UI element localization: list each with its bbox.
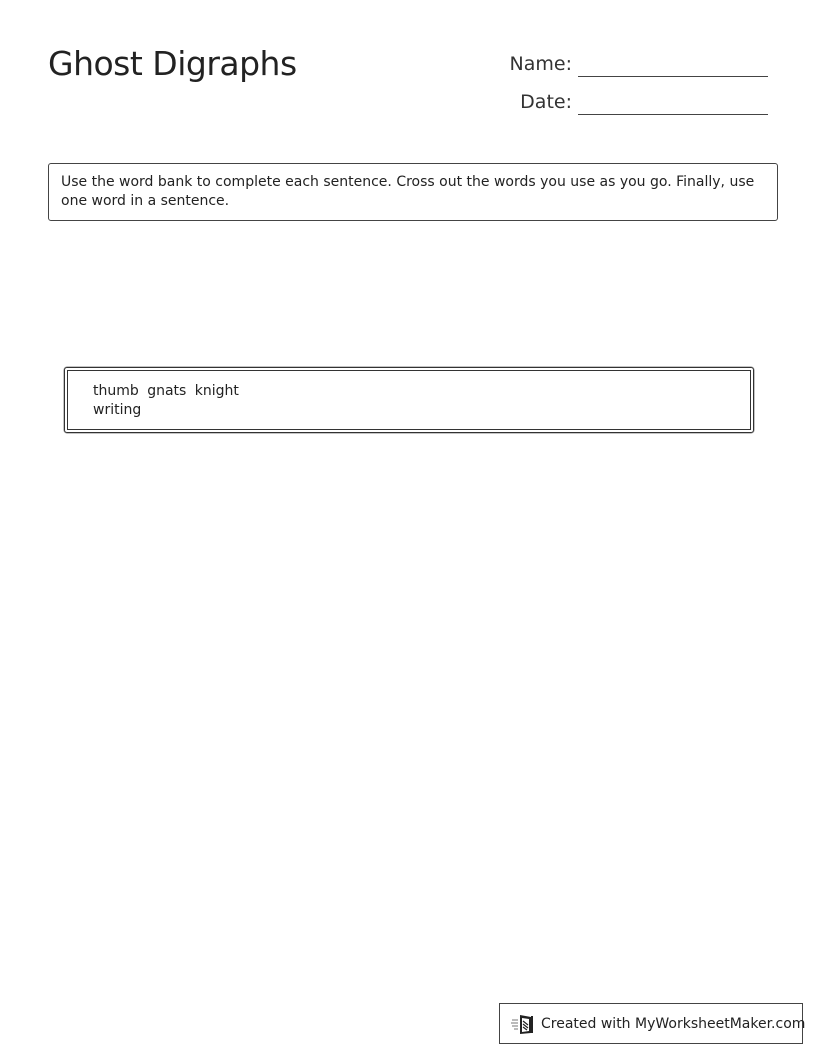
footer-credit-text: Created with MyWorksheetMaker.com — [541, 1015, 806, 1032]
date-field — [520, 88, 768, 114]
word-bank-list — [68, 371, 253, 420]
worksheet-maker-logo-icon — [511, 1013, 535, 1035]
date-blank-line — [578, 88, 768, 115]
date-label: Date: — [520, 91, 572, 114]
name-label: Name: — [509, 53, 572, 76]
word-bank-item: writing — [93, 402, 142, 418]
word-bank — [64, 367, 754, 433]
word-bank-item: gnats — [147, 383, 187, 399]
word-bank-item: knight — [194, 383, 239, 399]
name-field — [510, 50, 768, 76]
name-blank-line — [578, 50, 768, 77]
page-title: Ghost Digraphs — [48, 44, 297, 83]
footer-badge — [499, 1003, 806, 1044]
word-bank-item: thumb — [93, 383, 139, 399]
instructions-box: Use the word bank to complete each sentence. Cross out the words you use as you go. Finally, use one word in a sentence. — [48, 163, 778, 221]
